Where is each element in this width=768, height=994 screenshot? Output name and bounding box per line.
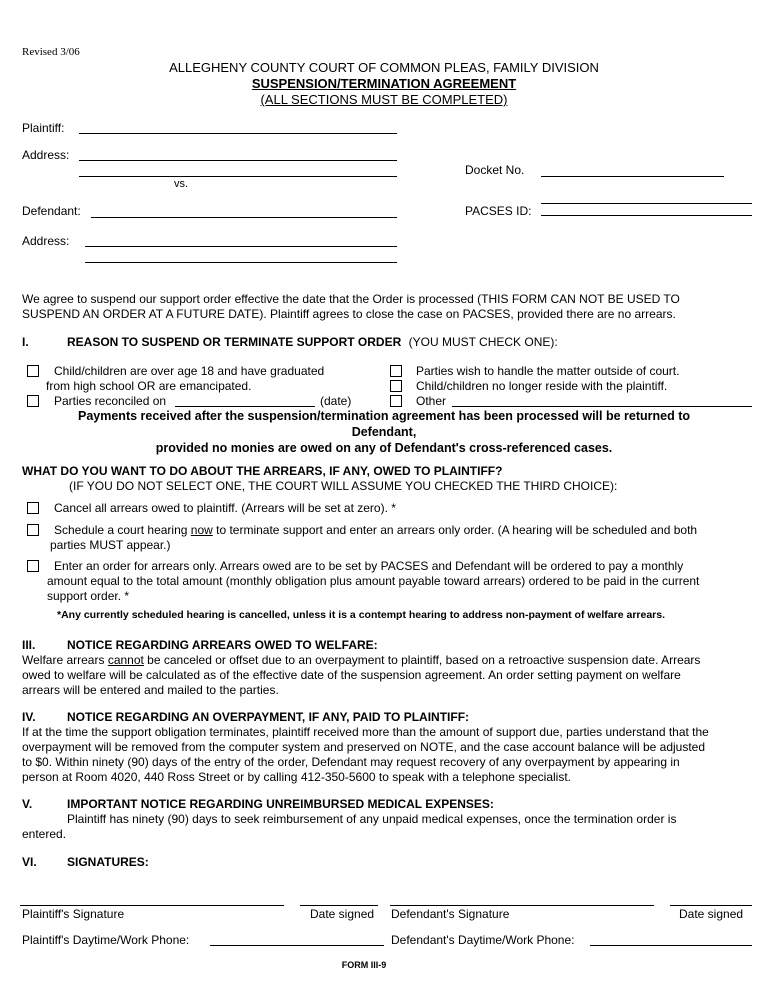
defendant-date-label: Date signed	[679, 907, 744, 921]
section-3-line-2: owed to welfare will be calculated as of the effective date of the suspension agreement. An order setting payment on welfare	[22, 668, 681, 682]
section-3-line-1	[22, 653, 700, 667]
payments-notice-line-1: Payments received after the suspension/termination agreement has been processed will be returned to	[78, 409, 690, 423]
reason-over-18-line-1: Child/children are over age 18 and have graduated	[54, 364, 325, 378]
section-5-line-2: entered.	[22, 827, 67, 841]
reason-no-longer-reside-checkbox[interactable]	[390, 380, 402, 392]
section-4-title: NOTICE REGARDING AN OVERPAYMENT, IF ANY, PAID TO PLAINTIFF:	[67, 710, 470, 724]
section-4-line-1: If at the time the support obligation terminates, plaintiff received more than the amount of support due, parties understand that the	[22, 725, 709, 739]
section-1-title: REASON TO SUSPEND OR TERMINATE SUPPORT ORDER	[67, 335, 402, 349]
plaintiff-signature-field[interactable]	[20, 905, 284, 906]
section-4-line-4: person at Room 4020, 440 Ross Street or by calling 412-350-5600 to speak with a telephone specialist.	[22, 770, 571, 784]
hearing-footnote: *Any currently scheduled hearing is cancelled, unless it is a contempt hearing to address non-payment of welfare arrears.	[57, 609, 666, 621]
section-2-note: (IF YOU DO NOT SELECT ONE, THE COURT WILL ASSUME YOU CHECKED THE THIRD CHOICE):	[69, 479, 618, 493]
defendant-date-field[interactable]	[670, 905, 752, 906]
defendant-address-field-2[interactable]	[85, 262, 397, 263]
arrears-cancel-label: Cancel all arrears owed to plaintiff. (Arrears will be set at zero). *	[54, 501, 396, 515]
payments-notice-line-2: Defendant,	[351, 425, 417, 439]
subtitle-text: (ALL SECTIONS MUST BE COMPLETED)	[260, 92, 508, 107]
plaintiff-date-field[interactable]	[300, 905, 378, 906]
plaintiff-field[interactable]	[79, 133, 397, 134]
docket-field[interactable]	[541, 176, 724, 177]
plaintiff-date-label: Date signed	[310, 907, 375, 921]
reason-outside-court-checkbox[interactable]	[390, 365, 402, 377]
arrears-only-line-3: support order. *	[47, 589, 130, 603]
intro-line-1: We agree to suspend our support order effective the date that the Order is processed (THIS FORM CAN NOT BE USED TO	[22, 292, 680, 306]
defendant-signature-label: Defendant's Signature	[391, 907, 510, 921]
reconciled-date-field[interactable]	[175, 406, 315, 407]
form-title: SUSPENSION/TERMINATION AGREEMENT	[251, 76, 517, 91]
plaintiff-address-field-2[interactable]	[79, 176, 397, 177]
reason-reconciled-checkbox[interactable]	[27, 395, 39, 407]
section-1-note: (YOU MUST CHECK ONE):	[408, 335, 558, 349]
payments-notice-line-3: provided no monies are owed on any of Defendant's cross-referenced cases.	[155, 441, 613, 455]
pacses-label: PACSES ID:	[465, 204, 532, 218]
welfare-post: be canceled or offset due to an overpayment to plaintiff, based on a retroactive suspension date. Arrears	[143, 653, 701, 667]
section-3-number: III.	[22, 638, 36, 652]
welfare-cannot: cannot	[107, 653, 144, 667]
section-2-title: WHAT DO YOU WANT TO DO ABOUT THE ARREARS, IF ANY, OWED TO PLAINTIFF?	[22, 464, 503, 478]
arrears-hearing-pre: Schedule a court hearing	[54, 523, 191, 537]
section-6-title: SIGNATURES:	[67, 855, 149, 869]
reason-other-field[interactable]	[452, 406, 752, 407]
section-1-number: I.	[22, 335, 29, 349]
arrears-hearing-now: now	[190, 523, 213, 537]
arrears-only-line-1: Enter an order for arrears only. Arrears owed are to be set by PACSES and Defendant will be ordered to pay a monthly	[54, 559, 684, 573]
defendant-signature-field[interactable]	[390, 905, 654, 906]
form-subtitle	[0, 92, 768, 107]
plaintiff-phone-field[interactable]	[210, 945, 384, 946]
defendant-label: Defendant:	[22, 204, 81, 218]
reason-reconciled-label: Parties reconciled on	[54, 394, 167, 408]
reason-other-label: Other	[416, 394, 447, 408]
section-5-title: IMPORTANT NOTICE REGARDING UNREIMBURSED MEDICAL EXPENSES:	[67, 797, 494, 811]
reason-over-18-line-2: from high school OR are emancipated.	[46, 379, 252, 393]
defendant-field[interactable]	[91, 217, 397, 218]
form-number: FORM III-9	[341, 960, 387, 970]
plaintiff-phone-label: Plaintiff's Daytime/Work Phone:	[22, 933, 190, 947]
arrears-hearing-checkbox[interactable]	[27, 524, 39, 536]
section-4-line-2: overpayment will be removed from the computer system and preserved on NOTE, and the case account balance will be adjusted	[22, 740, 706, 754]
court-name: ALLEGHENY COUNTY COURT OF COMMON PLEAS, FAMILY DIVISION	[169, 60, 599, 75]
reason-over-18-checkbox[interactable]	[27, 365, 39, 377]
section-5-number: V.	[22, 797, 33, 811]
arrears-only-checkbox[interactable]	[27, 560, 39, 572]
plaintiff-address-label: Address:	[22, 148, 70, 162]
section-4-line-3: to $0. Within ninety (90) days of the entry of the order, Defendant may request recovery of any overpayment by appearing in	[22, 755, 680, 769]
section-5-line-1: Plaintiff has ninety (90) days to seek reimbursement of any unpaid medical expenses, once the termination order is	[67, 812, 677, 826]
plaintiff-signature-label: Plaintiff's Signature	[22, 907, 125, 921]
arrears-hearing-line-2: parties MUST appear.)	[50, 538, 171, 552]
reason-no-longer-reside-label: Child/children no longer reside with the plaintiff.	[416, 379, 668, 393]
revision-date: Revised 3/06	[22, 46, 80, 58]
section-6-number: VI.	[22, 855, 37, 869]
defendant-phone-label: Defendant's Daytime/Work Phone:	[391, 933, 575, 947]
pacses-field[interactable]	[541, 215, 752, 216]
section-3-line-3: arrears will be entered and mailed to the parties.	[22, 683, 279, 697]
section-3-title: NOTICE REGARDING ARREARS OWED TO WELFARE:	[67, 638, 378, 652]
reason-other-checkbox[interactable]	[390, 395, 402, 407]
arrears-hearing-post: to terminate support and enter an arrears only order. (A hearing will be scheduled and both	[212, 523, 698, 537]
defendant-phone-field[interactable]	[590, 945, 752, 946]
defendant-address-label: Address:	[22, 234, 70, 248]
intro-line-2: SUSPEND AN ORDER AT A FUTURE DATE). Plaintiff agrees to close the case on PACSES, provided there are no arrears.	[22, 307, 676, 321]
arrears-cancel-checkbox[interactable]	[27, 502, 39, 514]
arrears-only-line-2: amount equal to the total amount (monthly obligation plus amount payable toward arrears) ordered to be paid in the current	[47, 574, 700, 588]
welfare-pre: Welfare arrears	[22, 653, 108, 667]
defendant-address-field-1[interactable]	[85, 246, 397, 247]
arrears-hearing-line-1	[54, 523, 697, 537]
reconciled-date-label: (date)	[320, 394, 352, 408]
docket-label: Docket No.	[465, 163, 525, 177]
pacses-field-top	[541, 203, 752, 204]
section-1-heading	[67, 335, 558, 349]
plaintiff-label: Plaintiff:	[22, 121, 65, 135]
versus-label: vs.	[174, 178, 189, 190]
section-4-number: IV.	[22, 710, 36, 724]
reason-outside-court-label: Parties wish to handle the matter outside of court.	[416, 364, 680, 378]
plaintiff-address-field-1[interactable]	[79, 160, 397, 161]
